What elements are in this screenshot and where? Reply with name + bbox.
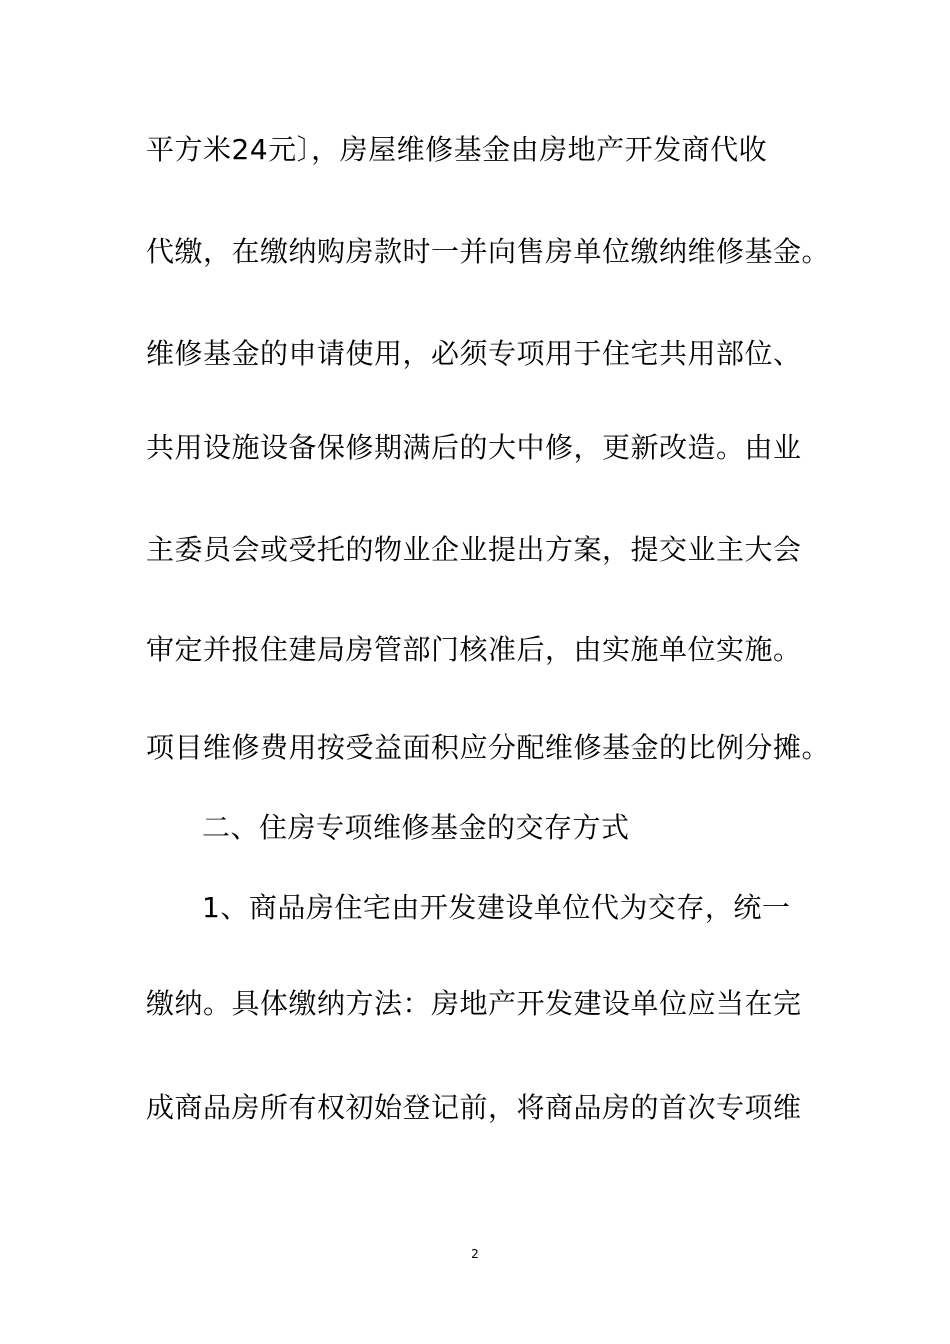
section-heading: 二、住房专项维修基金的交存方式: [202, 811, 630, 844]
text-line: 平方米24元〕，房屋维修基金由房地产开发商代收: [146, 133, 768, 166]
page-number: 2: [471, 1247, 479, 1261]
text-line: 维修基金的申请使用，必须专项用于住宅共用部位、: [146, 337, 802, 370]
text-line: 成商品房所有权初始登记前，将商品房的首次专项维: [146, 1091, 802, 1124]
text-line: 缴纳。具体缴纳方法：房地产开发建设单位应当在完: [146, 987, 802, 1020]
text-line: 主委员会或受托的物业企业提出方案，提交业主大会: [146, 533, 802, 566]
text-line: 项目维修费用按受益面积应分配维修基金的比例分摊。: [146, 731, 831, 764]
text-line: 共用设施设备保修期满后的大中修，更新改造。由业: [146, 431, 802, 464]
text-line: 代缴，在缴纳购房款时一并向售房单位缴纳维修基金。: [146, 235, 831, 268]
text-line: 审定并报住建局房管部门核准后，由实施单位实施。: [146, 633, 802, 666]
text-line: 1、商品房住宅由开发建设单位代为交存，统一: [202, 891, 791, 924]
